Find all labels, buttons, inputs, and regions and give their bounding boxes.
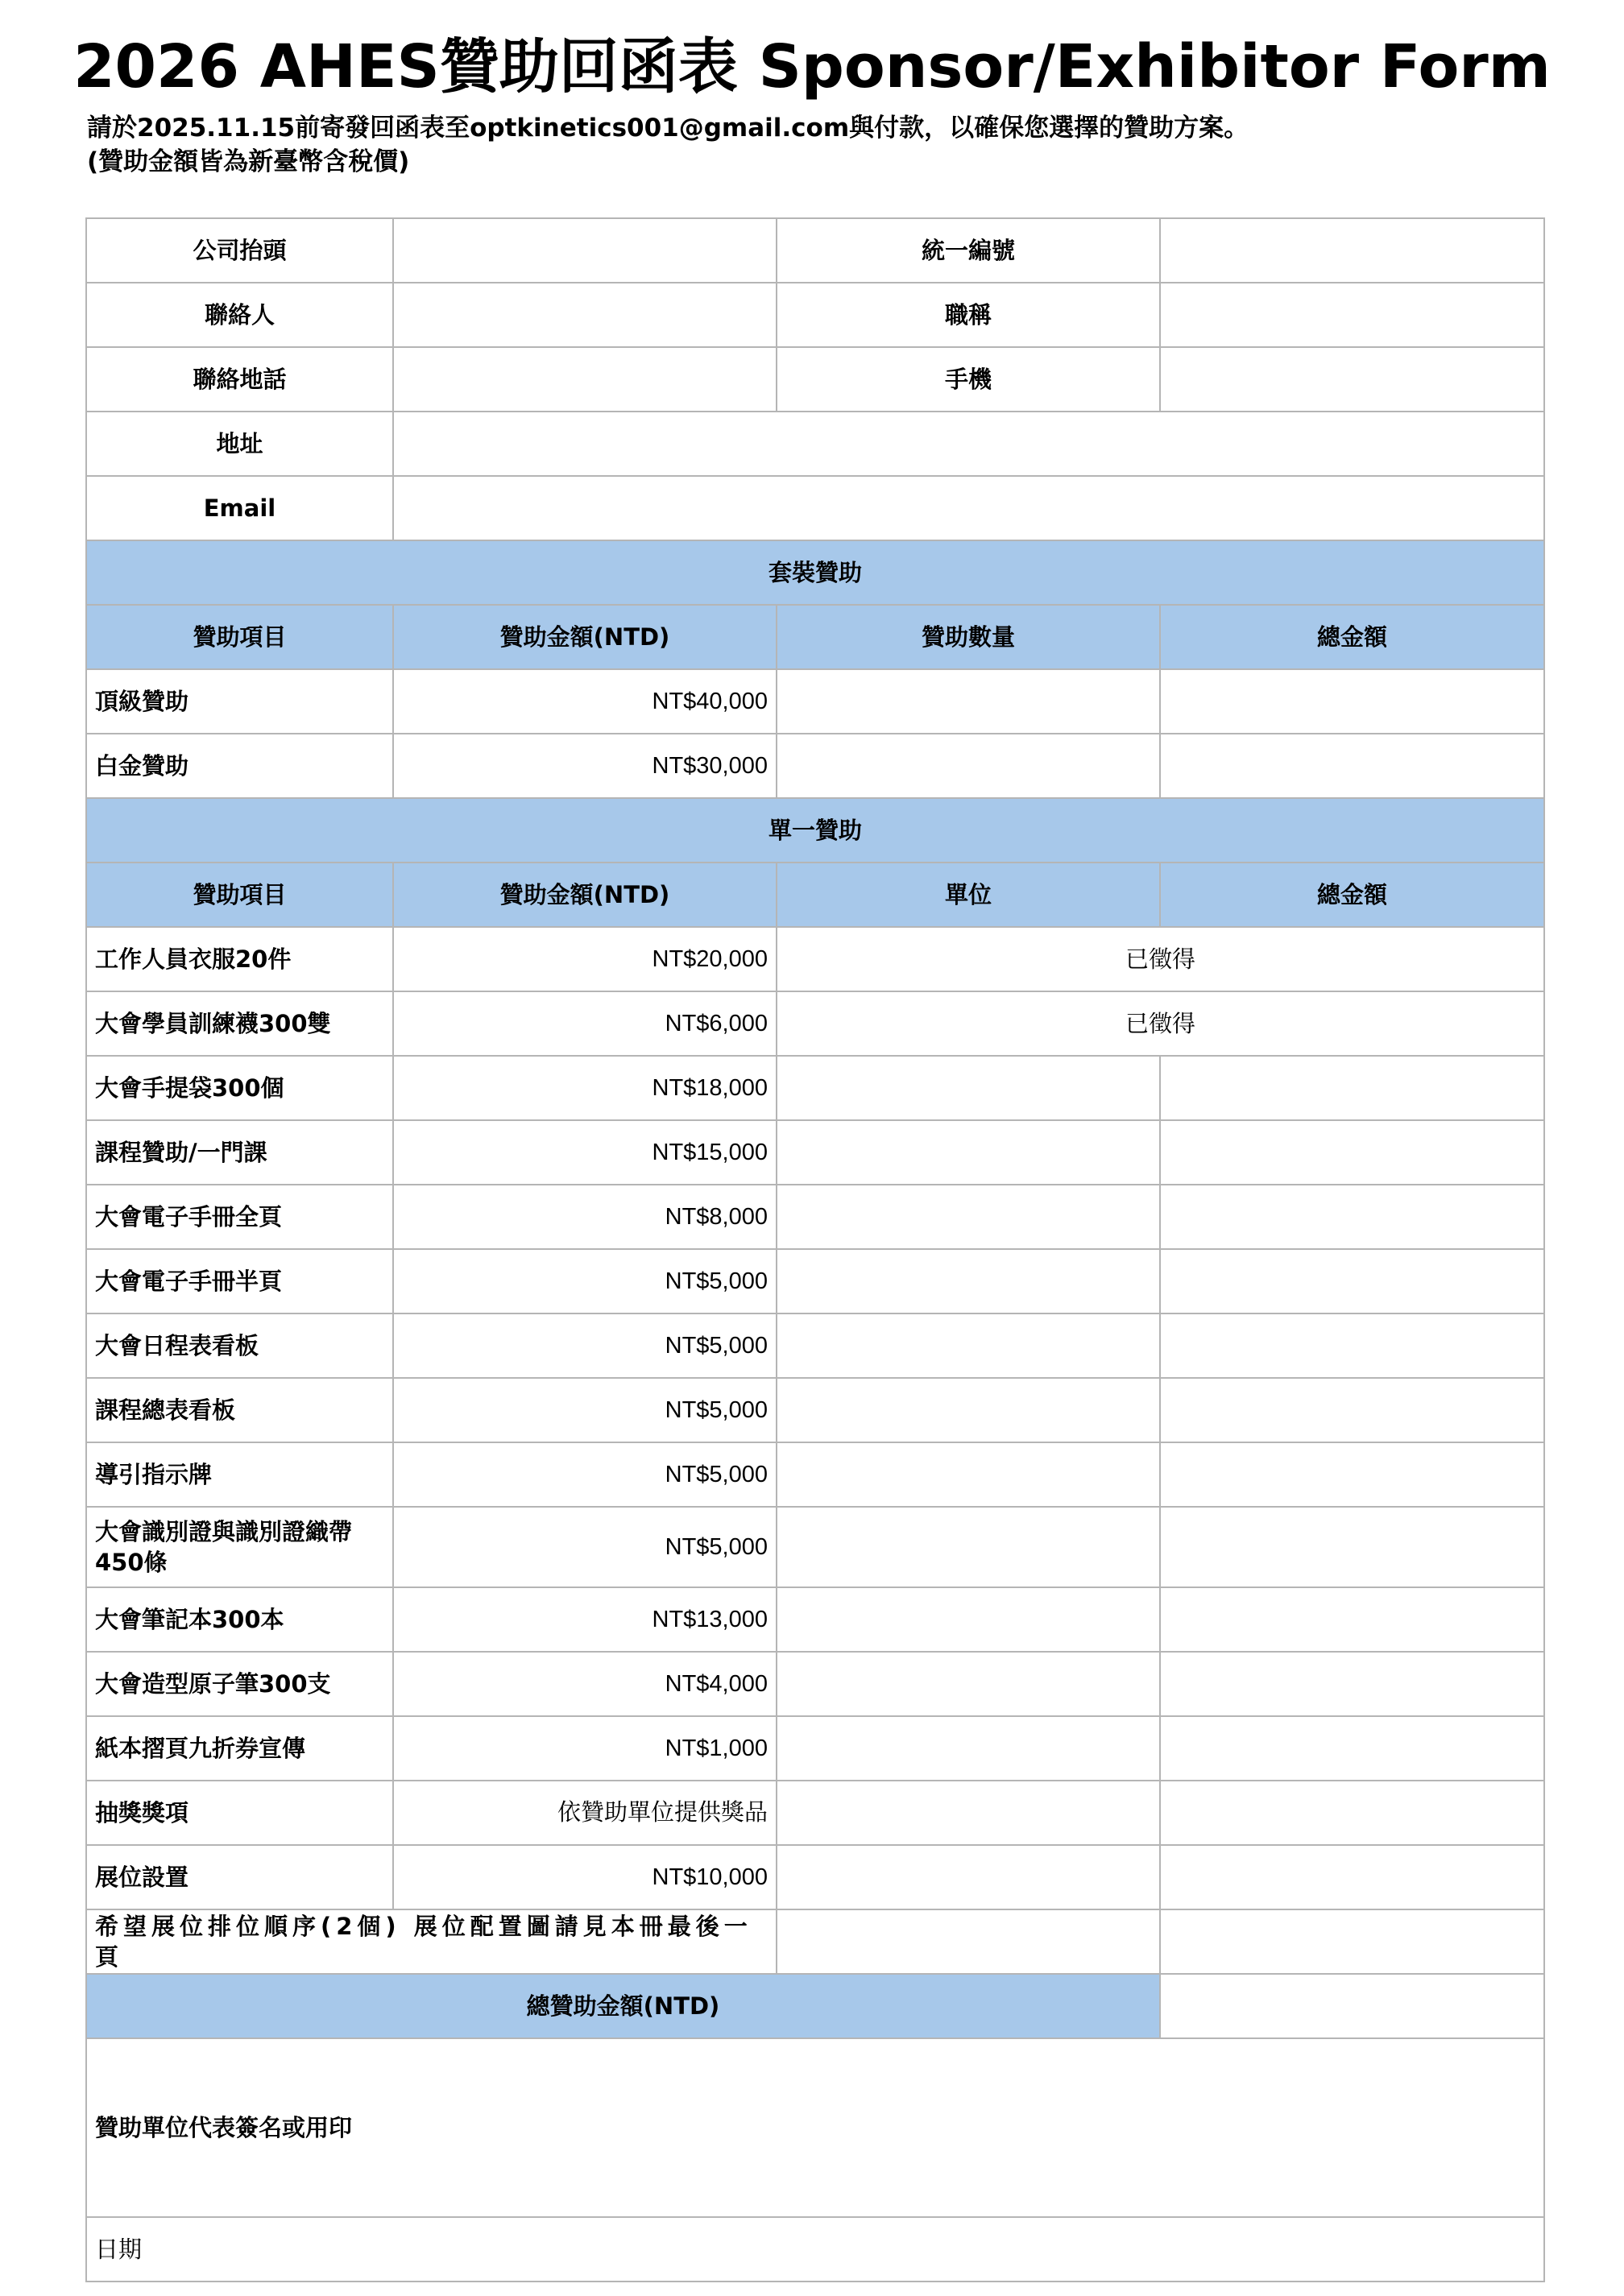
single-total-input[interactable] xyxy=(1160,1378,1544,1442)
package-row xyxy=(86,669,1544,734)
single-total-input[interactable] xyxy=(1160,1587,1544,1652)
single-claimed-row xyxy=(86,991,1544,1056)
single-row xyxy=(86,1845,1544,1909)
single-amount: NT$1,000 xyxy=(393,1716,777,1781)
tax-id-label: 統一編號 xyxy=(777,218,1160,283)
package-section-title: 套裝贊助 xyxy=(86,540,1544,605)
booth-preference-extra[interactable] xyxy=(1160,1909,1544,1974)
booth-preference-note: 希望展位排位順序(2個) 展位配置圖請見本冊最後一頁 xyxy=(86,1909,777,1974)
package-header-amount: 贊助金額(NTD) xyxy=(393,605,777,669)
booth-preference-row xyxy=(86,1909,1544,1974)
single-row xyxy=(86,1442,1544,1507)
single-item: 大會識別證與識別證織帶450條 xyxy=(86,1507,393,1587)
mobile-label: 手機 xyxy=(777,347,1160,412)
single-item: 大會造型原子筆300支 xyxy=(86,1652,393,1716)
single-row xyxy=(86,1249,1544,1313)
single-row xyxy=(86,1587,1544,1652)
single-item: 展位設置 xyxy=(86,1845,393,1909)
single-row xyxy=(86,1185,1544,1249)
single-section-row xyxy=(86,798,1544,863)
single-item: 大會學員訓練襪300雙 xyxy=(86,991,393,1056)
contact-row-phone xyxy=(86,347,1544,412)
single-row xyxy=(86,1313,1544,1378)
total-amount-input[interactable] xyxy=(1160,1974,1544,2038)
phone-input[interactable] xyxy=(393,347,777,412)
single-amount: NT$13,000 xyxy=(393,1587,777,1652)
single-row xyxy=(86,1056,1544,1120)
package-total-input[interactable] xyxy=(1160,734,1544,798)
single-amount: NT$20,000 xyxy=(393,927,777,991)
booth-preference-input[interactable] xyxy=(777,1909,1160,1974)
single-unit-input[interactable] xyxy=(777,1313,1160,1378)
single-unit-input[interactable] xyxy=(777,1120,1160,1185)
signature-area[interactable] xyxy=(86,2038,1544,2217)
phone-label: 聯絡地話 xyxy=(86,347,393,412)
single-total-input[interactable] xyxy=(1160,1120,1544,1185)
single-item: 大會筆記本300本 xyxy=(86,1587,393,1652)
address-label: 地址 xyxy=(86,412,393,476)
single-amount: NT$5,000 xyxy=(393,1442,777,1507)
single-header-row xyxy=(86,863,1544,927)
single-total-input[interactable] xyxy=(1160,1507,1544,1587)
contact-person-input[interactable] xyxy=(393,283,777,347)
single-header-amount: 贊助金額(NTD) xyxy=(393,863,777,927)
single-row xyxy=(86,1652,1544,1716)
single-total-input[interactable] xyxy=(1160,1845,1544,1909)
single-unit-input[interactable] xyxy=(777,1442,1160,1507)
package-header-total: 總金額 xyxy=(1160,605,1544,669)
single-unit-input[interactable] xyxy=(777,1781,1160,1845)
single-amount: NT$15,000 xyxy=(393,1120,777,1185)
single-amount: NT$18,000 xyxy=(393,1056,777,1120)
package-total-input[interactable] xyxy=(1160,669,1544,734)
signature-label: 贊助單位代表簽名或用印 xyxy=(95,2114,353,2141)
single-amount: NT$8,000 xyxy=(393,1185,777,1249)
single-row xyxy=(86,1378,1544,1442)
package-amount: NT$30,000 xyxy=(393,734,777,798)
single-header-item: 贊助項目 xyxy=(86,863,393,927)
sponsor-form-table xyxy=(85,217,1545,2282)
single-amount: NT$5,000 xyxy=(393,1249,777,1313)
single-unit-input[interactable] xyxy=(777,1378,1160,1442)
claimed-status: 已徵得 xyxy=(777,991,1544,1056)
single-row xyxy=(86,1716,1544,1781)
single-amount: NT$6,000 xyxy=(393,991,777,1056)
total-row xyxy=(86,1974,1544,2038)
single-header-total: 總金額 xyxy=(1160,863,1544,927)
package-header-item: 贊助項目 xyxy=(86,605,393,669)
mobile-input[interactable] xyxy=(1160,347,1544,412)
single-item: 課程總表看板 xyxy=(86,1378,393,1442)
single-item: 課程贊助/一門課 xyxy=(86,1120,393,1185)
single-item: 紙本摺頁九折券宣傳 xyxy=(86,1716,393,1781)
single-unit-input[interactable] xyxy=(777,1652,1160,1716)
address-input[interactable] xyxy=(393,412,1544,476)
single-item: 大會手提袋300個 xyxy=(86,1056,393,1120)
single-item: 工作人員衣服20件 xyxy=(86,927,393,991)
single-total-input[interactable] xyxy=(1160,1313,1544,1378)
single-total-input[interactable] xyxy=(1160,1249,1544,1313)
date-row xyxy=(86,2217,1544,2282)
single-item: 大會日程表看板 xyxy=(86,1313,393,1378)
package-item: 頂級贊助 xyxy=(86,669,393,734)
single-item: 抽獎獎項 xyxy=(86,1781,393,1845)
instructions-line-1: 請於2025.11.15前寄發回函表至optkinetics001@gmail.com與付款，以確保您選擇的贊助方案。 xyxy=(87,114,1249,143)
email-label: Email xyxy=(86,476,393,540)
single-header-unit: 單位 xyxy=(777,863,1160,927)
single-unit-input[interactable] xyxy=(777,1507,1160,1587)
claimed-status: 已徵得 xyxy=(777,927,1544,991)
single-unit-input[interactable] xyxy=(777,1845,1160,1909)
contact-row-email xyxy=(86,476,1544,540)
single-amount: NT$4,000 xyxy=(393,1652,777,1716)
single-item: 導引指示牌 xyxy=(86,1442,393,1507)
instructions-line-2: (贊助金額皆為新臺幣含稅價) xyxy=(87,147,410,176)
single-section-title: 單一贊助 xyxy=(86,798,1544,863)
single-total-input[interactable] xyxy=(1160,1442,1544,1507)
package-row xyxy=(86,734,1544,798)
package-item: 白金贊助 xyxy=(86,734,393,798)
date-field[interactable] xyxy=(86,2217,1544,2282)
single-item: 大會電子手冊全頁 xyxy=(86,1185,393,1249)
package-header-row xyxy=(86,605,1544,669)
single-unit-input[interactable] xyxy=(777,1587,1160,1652)
job-title-input[interactable] xyxy=(1160,283,1544,347)
signature-row xyxy=(86,2038,1544,2217)
single-amount: 依贊助單位提供獎品 xyxy=(393,1781,777,1845)
single-total-input[interactable] xyxy=(1160,1781,1544,1845)
single-total-input[interactable] xyxy=(1160,1185,1544,1249)
single-amount: NT$5,000 xyxy=(393,1507,777,1587)
package-amount: NT$40,000 xyxy=(393,669,777,734)
email-input[interactable] xyxy=(393,476,1544,540)
single-row xyxy=(86,1507,1544,1587)
single-amount: NT$5,000 xyxy=(393,1313,777,1378)
package-quantity-input[interactable] xyxy=(777,669,1160,734)
form-title: 2026 AHES贊助回函表 Sponsor/Exhibitor Form xyxy=(73,32,1551,101)
contact-row-address xyxy=(86,412,1544,476)
single-total-input[interactable] xyxy=(1160,1652,1544,1716)
tax-id-input[interactable] xyxy=(1160,218,1544,283)
contact-row-company xyxy=(86,218,1544,283)
single-amount: NT$5,000 xyxy=(393,1378,777,1442)
package-quantity-input[interactable] xyxy=(777,734,1160,798)
instructions xyxy=(87,111,1601,179)
contact-row-person xyxy=(86,283,1544,347)
single-total-input[interactable] xyxy=(1160,1716,1544,1781)
package-section-row xyxy=(86,540,1544,605)
total-label: 總贊助金額(NTD) xyxy=(86,1974,1160,2038)
single-total-input[interactable] xyxy=(1160,1056,1544,1120)
date-label: 日期 xyxy=(95,2236,143,2263)
single-amount: NT$10,000 xyxy=(393,1845,777,1909)
single-unit-input[interactable] xyxy=(777,1185,1160,1249)
single-unit-input[interactable] xyxy=(777,1716,1160,1781)
single-row xyxy=(86,1781,1544,1845)
single-unit-input[interactable] xyxy=(777,1249,1160,1313)
company-input[interactable] xyxy=(393,218,777,283)
job-title-label: 職稱 xyxy=(777,283,1160,347)
single-item: 大會電子手冊半頁 xyxy=(86,1249,393,1313)
single-unit-input[interactable] xyxy=(777,1056,1160,1120)
package-header-quantity: 贊助數量 xyxy=(777,605,1160,669)
contact-person-label: 聯絡人 xyxy=(86,283,393,347)
single-row xyxy=(86,1120,1544,1185)
company-label: 公司抬頭 xyxy=(86,218,393,283)
single-claimed-row xyxy=(86,927,1544,991)
